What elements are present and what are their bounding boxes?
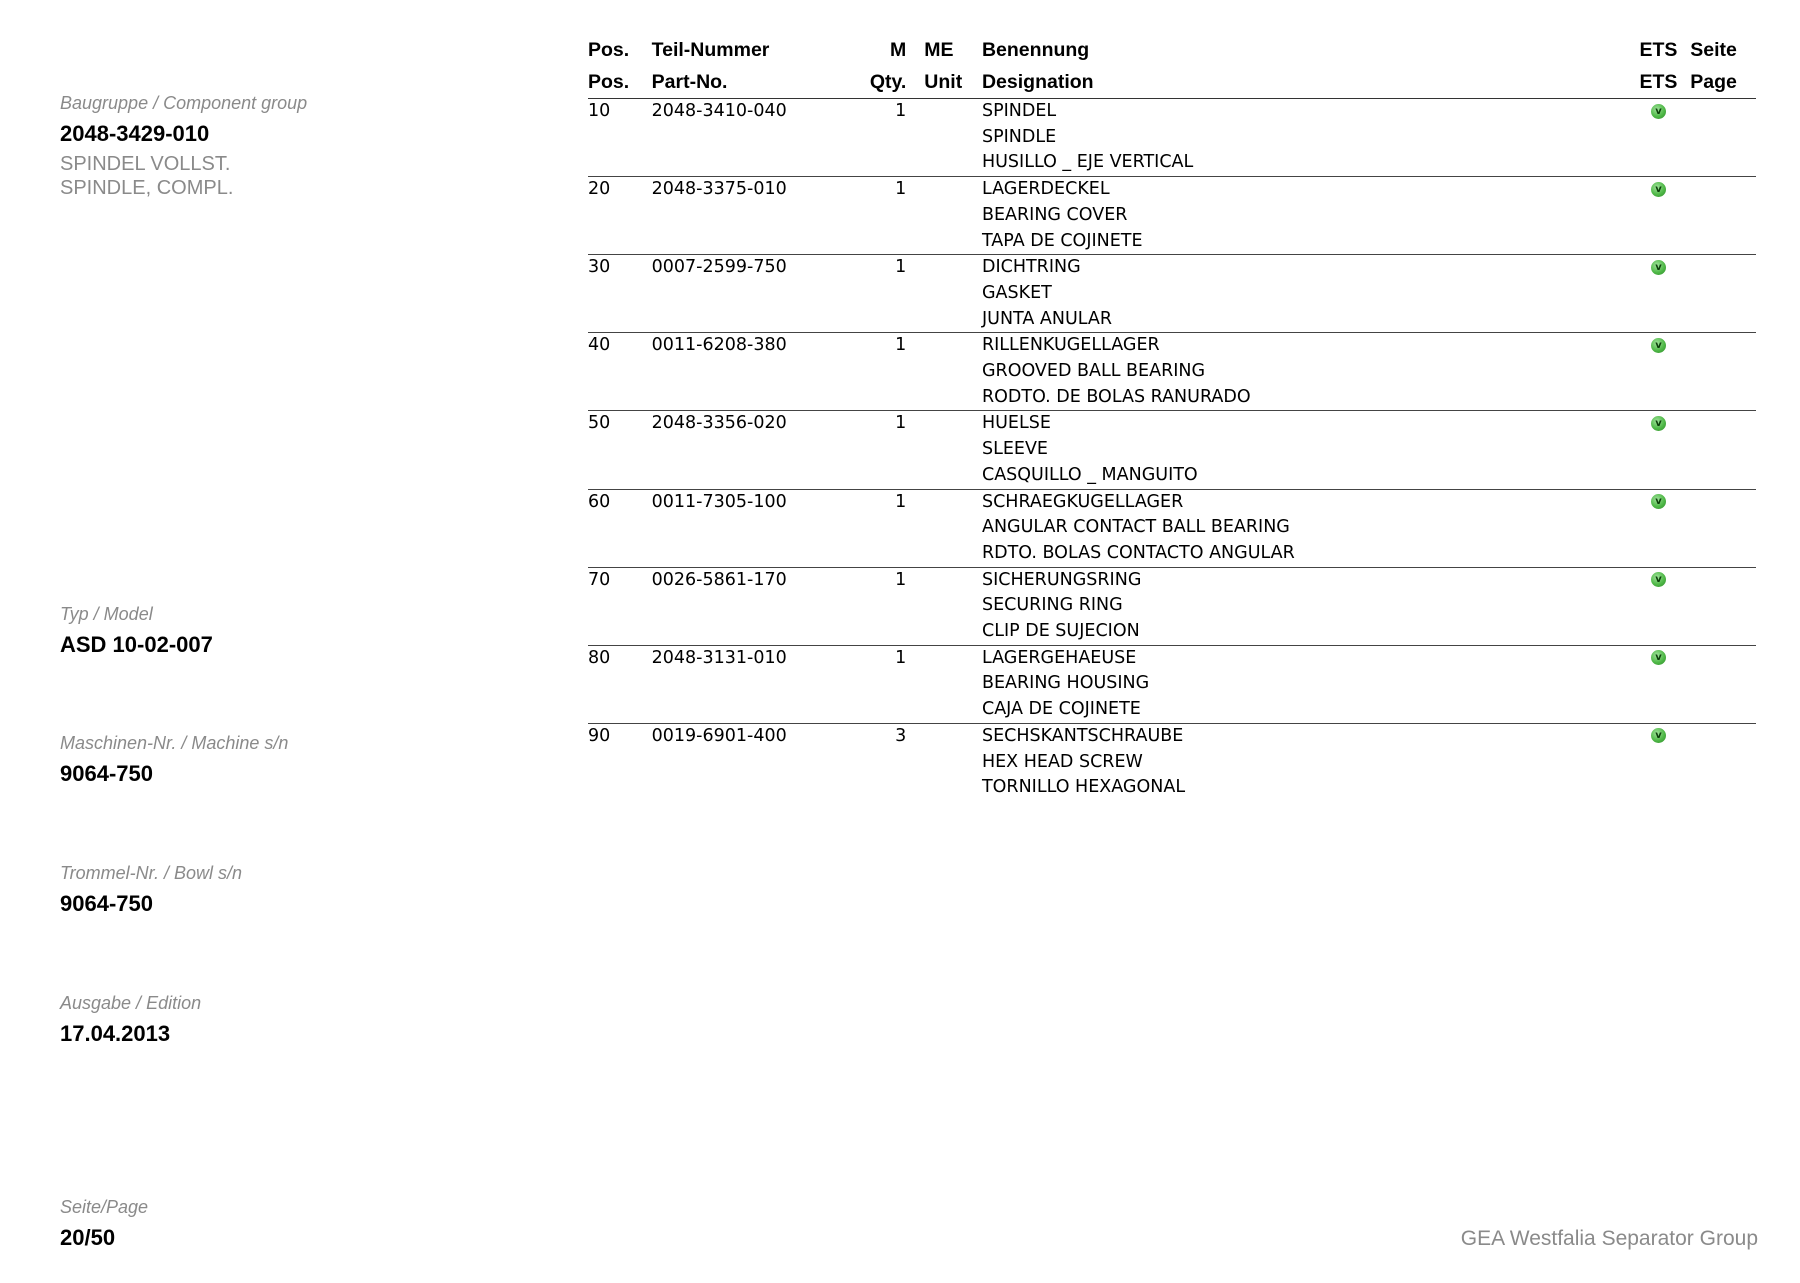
row-page (1690, 99, 1756, 125)
machine-sn-value: 9064-750 (60, 761, 153, 786)
row-part-number: 0011-6208-380 (652, 333, 841, 359)
row-ets (1627, 255, 1691, 281)
header-unit-de: ME (924, 38, 954, 61)
row-qty: 1 (841, 333, 907, 359)
row-part-number: 0011-7305-100 (652, 489, 841, 515)
row-desc-en: GASKET (981, 282, 1052, 303)
component-group-desc-de: SPINDEL VOLLST. (60, 153, 231, 175)
bowl-sn-block (60, 862, 242, 918)
row-pos: 90 (588, 723, 652, 749)
row-qty: 3 (841, 723, 907, 749)
check-circle-icon: v (1651, 260, 1666, 275)
row-desc-en: GROOVED BALL BEARING (981, 361, 1206, 382)
row-desc-es: RDTO. BOLAS CONTACTO ANGULAR (981, 542, 1295, 563)
row-ets (1627, 99, 1691, 125)
row-qty: 1 (841, 567, 907, 593)
row-ets (1627, 177, 1691, 203)
header-pos-en: Pos. (588, 66, 652, 99)
page-number: 20/50 (60, 1225, 116, 1250)
row-pos: 60 (588, 489, 652, 515)
component-group-desc-en: SPINDLE, COMPL. (60, 177, 234, 199)
row-page (1690, 723, 1756, 749)
page-label: Seite/Page (60, 1197, 149, 1217)
row-desc-de: LAGERGEHAEUSE (982, 645, 1627, 671)
row-desc-de: SECHSKANTSCHRAUBE (982, 723, 1627, 749)
row-part-number: 2048-3410-040 (651, 101, 787, 121)
row-part-number: 0019-6901-400 (652, 723, 841, 749)
header-part-de: Teil-Nummer (651, 38, 770, 61)
footer-brand: GEA Westfalia Separator Group (1460, 1227, 1758, 1250)
row-ets (1627, 645, 1691, 671)
row-desc-en: ANGULAR CONTACT BALL BEARING (981, 517, 1290, 538)
row-ets (1627, 723, 1691, 749)
row-desc-de: RILLENKUGELLAGER (982, 333, 1627, 359)
check-circle-icon: v (1651, 182, 1666, 197)
edition-label: Ausgabe / Edition (60, 993, 202, 1013)
header-desc-de: Benennung (981, 38, 1090, 61)
row-pos: 70 (588, 567, 652, 593)
row-part-number: 2048-3375-010 (652, 177, 841, 203)
page-number-block (60, 1196, 148, 1252)
header-unit-en: Unit (906, 66, 982, 99)
row-unit (906, 567, 982, 593)
row-qty: 1 (841, 489, 907, 515)
row-desc-es: TAPA DE COJINETE (981, 230, 1143, 251)
row-unit (906, 255, 982, 281)
header-page-en: Page (1690, 66, 1756, 99)
row-desc-es: CLIP DE SUJECION (981, 621, 1140, 642)
row-desc-es: CASQUILLO _ MANGUITO (981, 464, 1198, 485)
row-ets (1627, 333, 1691, 359)
header-ets-de: ETS (1639, 38, 1678, 61)
header-qty-de: M (890, 38, 907, 61)
table-header-row-de (588, 34, 1756, 66)
row-page (1690, 489, 1756, 515)
table-row (588, 99, 1756, 125)
row-desc-de: SPINDEL (981, 101, 1057, 121)
row-page (1690, 567, 1756, 593)
table-row (588, 177, 1756, 203)
check-circle-icon: v (1651, 416, 1666, 431)
header-qty-en: Qty. (841, 66, 907, 99)
row-pos: 20 (588, 177, 652, 203)
check-circle-icon: v (1651, 104, 1666, 119)
row-ets (1627, 489, 1691, 515)
bowl-sn-value: 9064-750 (60, 891, 153, 916)
row-desc-es: CAJA DE COJINETE (981, 699, 1141, 720)
check-circle-icon: v (1651, 572, 1666, 587)
row-qty: 1 (841, 411, 907, 437)
check-circle-icon: v (1651, 650, 1666, 665)
row-desc-en: BEARING COVER (981, 204, 1128, 225)
row-desc-es: RODTO. DE BOLAS RANURADO (981, 386, 1251, 407)
row-desc-en: SPINDLE (981, 126, 1057, 147)
row-part-number: 2048-3356-020 (652, 411, 841, 437)
machine-sn-label: Maschinen-Nr. / Machine s/n (60, 733, 289, 753)
header-page-de: Seite (1690, 38, 1737, 61)
row-qty: 1 (895, 101, 907, 121)
row-desc-de: SICHERUNGSRING (982, 567, 1627, 593)
parts-table (588, 34, 1756, 801)
component-group-number: 2048-3429-010 (60, 121, 210, 146)
row-unit (906, 333, 982, 359)
header-part-en: Part-No. (652, 66, 841, 99)
row-unit (906, 489, 982, 515)
model-label: Typ / Model (60, 604, 153, 624)
check-circle-icon: v (1651, 338, 1666, 353)
table-row (588, 333, 1756, 359)
bowl-sn-label: Trommel-Nr. / Bowl s/n (60, 863, 243, 883)
row-ets (1627, 567, 1691, 593)
model-value: ASD 10-02-007 (60, 632, 213, 657)
machine-sn-block (60, 732, 288, 788)
row-unit (906, 723, 982, 749)
check-circle-icon: v (1651, 494, 1666, 509)
model-block (60, 603, 213, 659)
header-desc-en: Designation (982, 66, 1627, 99)
row-part-number: 2048-3131-010 (652, 645, 841, 671)
row-desc-de: SCHRAEGKUGELLAGER (982, 489, 1627, 515)
row-desc-es: TORNILLO HEXAGONAL (981, 777, 1186, 798)
row-pos: 10 (588, 101, 611, 121)
row-desc-en: BEARING HOUSING (981, 673, 1150, 694)
row-unit (906, 177, 982, 203)
row-pos: 80 (588, 645, 652, 671)
row-desc-es: HUSILLO _ EJE VERTICAL (981, 152, 1194, 173)
row-desc-en: SECURING RING (981, 595, 1123, 616)
row-desc-de: DICHTRING (982, 255, 1627, 281)
parts-table-body (588, 99, 1756, 801)
row-pos: 50 (588, 411, 652, 437)
header-pos-de: Pos. (588, 38, 630, 61)
row-unit (906, 99, 982, 125)
table-row (588, 255, 1756, 281)
row-part-number: 0007-2599-750 (652, 255, 841, 281)
row-unit (906, 411, 982, 437)
row-page (1690, 177, 1756, 203)
row-page (1690, 333, 1756, 359)
row-page (1690, 645, 1756, 671)
row-unit (906, 645, 982, 671)
table-row (588, 411, 1756, 437)
row-pos: 40 (588, 333, 652, 359)
row-qty: 1 (841, 177, 907, 203)
table-row (588, 645, 1756, 671)
row-part-number: 0026-5861-170 (652, 567, 841, 593)
row-desc-en: HEX HEAD SCREW (981, 751, 1143, 772)
table-row (588, 489, 1756, 515)
check-circle-icon: v (1651, 728, 1666, 743)
row-pos: 30 (588, 255, 652, 281)
edition-block (60, 992, 201, 1048)
component-group-label: Baugruppe / Component group (60, 93, 308, 113)
row-page (1690, 255, 1756, 281)
row-desc-en: SLEEVE (981, 439, 1048, 460)
row-desc-de: HUELSE (982, 411, 1627, 437)
row-desc-de: LAGERDECKEL (982, 177, 1627, 203)
table-header-row-en (588, 66, 1756, 99)
row-qty: 1 (841, 255, 907, 281)
row-ets (1627, 411, 1691, 437)
component-group-block (60, 92, 307, 200)
header-ets-en: ETS (1627, 66, 1691, 99)
table-row (588, 567, 1756, 593)
row-page (1690, 411, 1756, 437)
table-row (588, 723, 1756, 749)
row-desc-es: JUNTA ANULAR (981, 308, 1113, 329)
row-qty: 1 (841, 645, 907, 671)
edition-value: 17.04.2013 (60, 1021, 171, 1046)
